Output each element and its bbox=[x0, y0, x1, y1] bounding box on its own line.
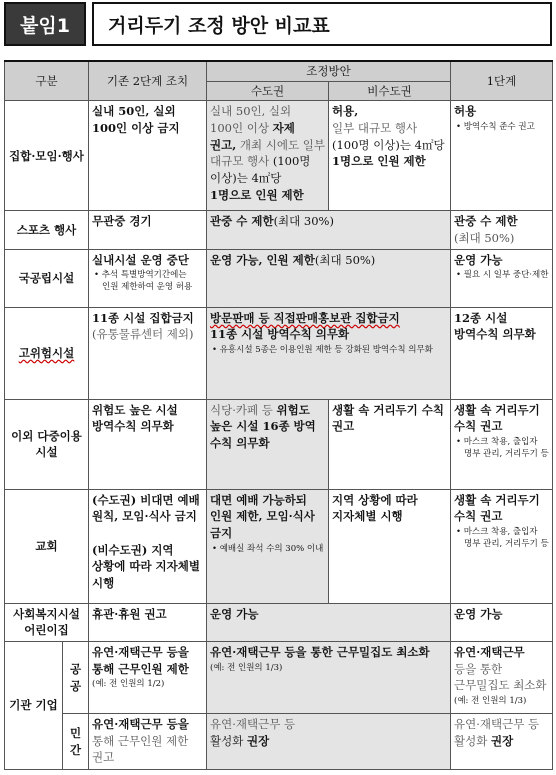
table-row bbox=[5, 642, 553, 714]
row-label-org: 기관 기업 bbox=[5, 642, 63, 770]
church-noncapital: 지역 상황에 따라 지자체별 시행 bbox=[329, 489, 451, 603]
welfare-stage1: 운영 가능 bbox=[451, 603, 553, 641]
public-existing: 실내시설 운영 중단 • 추석 특별방역기간에는 인원 제한하여 운영 허용 bbox=[89, 249, 207, 307]
row-label-public: 국공립시설 bbox=[5, 249, 89, 307]
org-private-stage1: 유연·재택근무 등 활성화 권장 bbox=[451, 714, 553, 770]
row-label-sports: 스포츠 행사 bbox=[5, 211, 89, 249]
gathering-noncapital: 허용, 일부 대규모 행사 (100명 이상)는 4㎡당 1명으로 인원 제한 bbox=[329, 101, 451, 211]
table-row bbox=[5, 211, 553, 249]
church-existing: (수도권) 비대면 예배 원칙, 모임·식사 금지 (비수도권) 지역 상황에 따라 지자체별 시행 bbox=[89, 489, 207, 603]
header-stage1: 1단계 bbox=[451, 61, 553, 101]
highrisk-stage1: 12종 시설 방역수칙 의무화 bbox=[451, 307, 553, 399]
org-public-adjust: 유연·재택근무 등을 통한 근무밀집도 최소화 (예: 전 인원의 1/3) bbox=[207, 642, 451, 714]
row-label-gathering: 집합·모임·행사 bbox=[5, 101, 89, 211]
multiuse-noncapital: 생활 속 거리두기 수칙 권고 bbox=[329, 399, 451, 489]
highrisk-existing: 11종 시설 집합금지 (유통물류센터 제외) bbox=[89, 307, 207, 399]
welfare-adjust: 운영 가능 bbox=[207, 603, 451, 641]
gathering-existing: 실내 50인, 실외 100인 이상 금지 bbox=[89, 101, 207, 211]
church-stage1: 생활 속 거리두기 수칙 권고 • 마스크 착용, 출입자 명부 관리, 거리두기 등 bbox=[451, 489, 553, 603]
multiuse-capital: 식당·카페 등 위험도 높은 시설 16종 방역 수칙 의무화 bbox=[207, 399, 329, 489]
row-label-org-private: 민간 bbox=[63, 714, 89, 770]
table-row bbox=[5, 714, 553, 770]
table-row bbox=[5, 307, 553, 399]
sports-existing: 무관중 경기 bbox=[89, 211, 207, 249]
gathering-stage1: 허용 • 방역수칙 준수 권고 bbox=[451, 101, 553, 211]
header-capital: 수도권 bbox=[207, 81, 329, 101]
table-row bbox=[5, 249, 553, 307]
header-noncapital: 비수도권 bbox=[329, 81, 451, 101]
public-stage1: 운영 가능 • 필요 시 일부 중단·제한 bbox=[451, 249, 553, 307]
gathering-capital: 실내 50인, 실외 100인 이상 자제 권고, 개최 시에도 일부 대규모 행사 (100명 이상)는 4㎡당 1명으로 인원 제한 bbox=[207, 101, 329, 211]
multiuse-stage1: 생활 속 거리두기 수칙 권고 • 마스크 착용, 출입자 명부 관리, 거리두기 등 bbox=[451, 399, 553, 489]
header-adjust: 조정방안 bbox=[207, 61, 451, 81]
page-title: 거리두기 조정 방안 비교표 bbox=[92, 2, 552, 46]
org-public-existing: 유연·재택근무 등을 통해 근무인원 제한 (예: 전 인원의 1/2) bbox=[89, 642, 207, 714]
table-row bbox=[5, 101, 553, 211]
attachment-badge: 붙임1 bbox=[4, 2, 86, 46]
org-private-existing: 유연·재택근무 등을 통해 근무인원 제한 권고 bbox=[89, 714, 207, 770]
highrisk-adjust: 방문판매 등 직접판매홍보관 집합금지 11종 시설 방역수칙 의무화 • 유흥시설 5종은 이용인원 제한 등 강화된 방역수칙 의무화 bbox=[207, 307, 451, 399]
row-label-multiuse: 이외 다중이용 시설 bbox=[5, 399, 89, 489]
header-category: 구분 bbox=[5, 61, 89, 101]
public-adjust: 운영 가능, 인원 제한(최대 50%) bbox=[207, 249, 451, 307]
sports-adjust: 관중 수 제한(최대 30%) bbox=[207, 211, 451, 249]
row-label-welfare: 사회복지시설 어린이집 bbox=[5, 603, 89, 641]
welfare-existing: 휴관·휴원 권고 bbox=[89, 603, 207, 641]
sports-stage1: 관중 수 제한 (최대 50%) bbox=[451, 211, 553, 249]
comparison-table bbox=[4, 60, 553, 770]
org-private-adjust: 유연·재택근무 등 활성화 권장 bbox=[207, 714, 451, 770]
row-label-highrisk: 고위험시설 bbox=[5, 307, 89, 399]
org-public-stage1: 유연·재택근무 등을 통한 근무밀집도 최소화 (예: 전 인원의 1/3) bbox=[451, 642, 553, 714]
row-label-church: 교회 bbox=[5, 489, 89, 603]
document-header bbox=[4, 2, 552, 48]
multiuse-existing: 위험도 높은 시설 방역수칙 의무화 bbox=[89, 399, 207, 489]
church-capital: 대면 예배 가능하되 인원 제한, 모임·식사 금지 • 예배실 좌석 수의 30% 이내 bbox=[207, 489, 329, 603]
row-label-org-public: 공공 bbox=[63, 642, 89, 714]
table-row bbox=[5, 489, 553, 603]
header-existing: 기존 2단계 조치 bbox=[89, 61, 207, 101]
table-row bbox=[5, 399, 553, 489]
table-row bbox=[5, 603, 553, 641]
